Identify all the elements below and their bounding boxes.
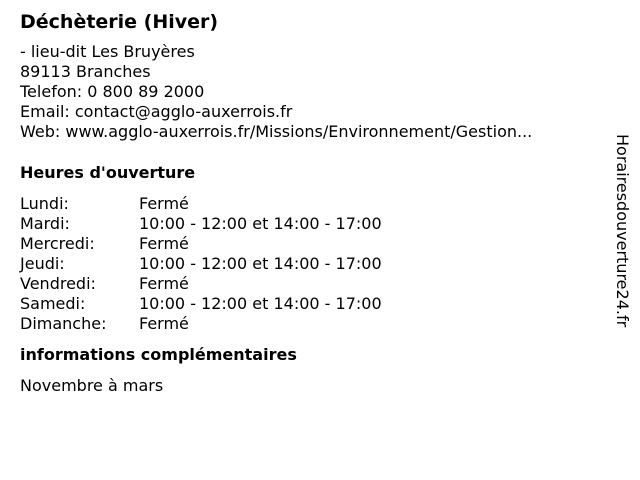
hours-row-dimanche xyxy=(20,314,382,334)
info-text: Novembre à mars xyxy=(20,376,164,395)
address-phone: Telefon: 0 800 89 2000 xyxy=(20,82,205,101)
hours-time: 10:00 - 12:00 et 14:00 - 17:00 xyxy=(139,254,382,273)
hours-time: Fermé xyxy=(139,234,189,253)
hours-time: Fermé xyxy=(139,274,189,293)
listing-card xyxy=(20,10,600,396)
site-watermark: Horairesdouverture24.fr xyxy=(613,134,632,328)
hours-day: Dimanche: xyxy=(20,314,107,333)
hours-day: Lundi: xyxy=(20,194,69,213)
info-heading: informations complémentaires xyxy=(20,345,297,364)
address-block xyxy=(20,42,600,142)
hours-time: 10:00 - 12:00 et 14:00 - 17:00 xyxy=(139,294,382,313)
hours-day: Jeudi: xyxy=(20,254,65,273)
hours-row-mardi xyxy=(20,214,382,234)
hours-day: Mardi: xyxy=(20,214,70,233)
hours-row-jeudi xyxy=(20,254,382,274)
hours-row-samedi xyxy=(20,294,382,314)
address-web: Web: www.agglo-auxerrois.fr/Missions/Environnement/Gestion... xyxy=(20,122,533,141)
address-email: Email: contact@agglo-auxerrois.fr xyxy=(20,102,293,121)
hours-day: Samedi: xyxy=(20,294,86,313)
hours-row-lundi xyxy=(20,194,382,214)
hours-row-mercredi xyxy=(20,234,382,254)
hours-time: Fermé xyxy=(139,194,189,213)
address-city: 89113 Branches xyxy=(20,62,151,81)
hours-day: Vendredi: xyxy=(20,274,96,293)
hours-time: Fermé xyxy=(139,314,189,333)
hours-table xyxy=(20,194,382,334)
address-street: - lieu-dit Les Bruyères xyxy=(20,42,195,61)
hours-day: Mercredi: xyxy=(20,234,95,253)
hours-time: 10:00 - 12:00 et 14:00 - 17:00 xyxy=(139,214,382,233)
page-title: Déchèterie (Hiver) xyxy=(20,11,219,33)
hours-heading: Heures d'ouverture xyxy=(20,163,196,182)
hours-row-vendredi xyxy=(20,274,382,294)
